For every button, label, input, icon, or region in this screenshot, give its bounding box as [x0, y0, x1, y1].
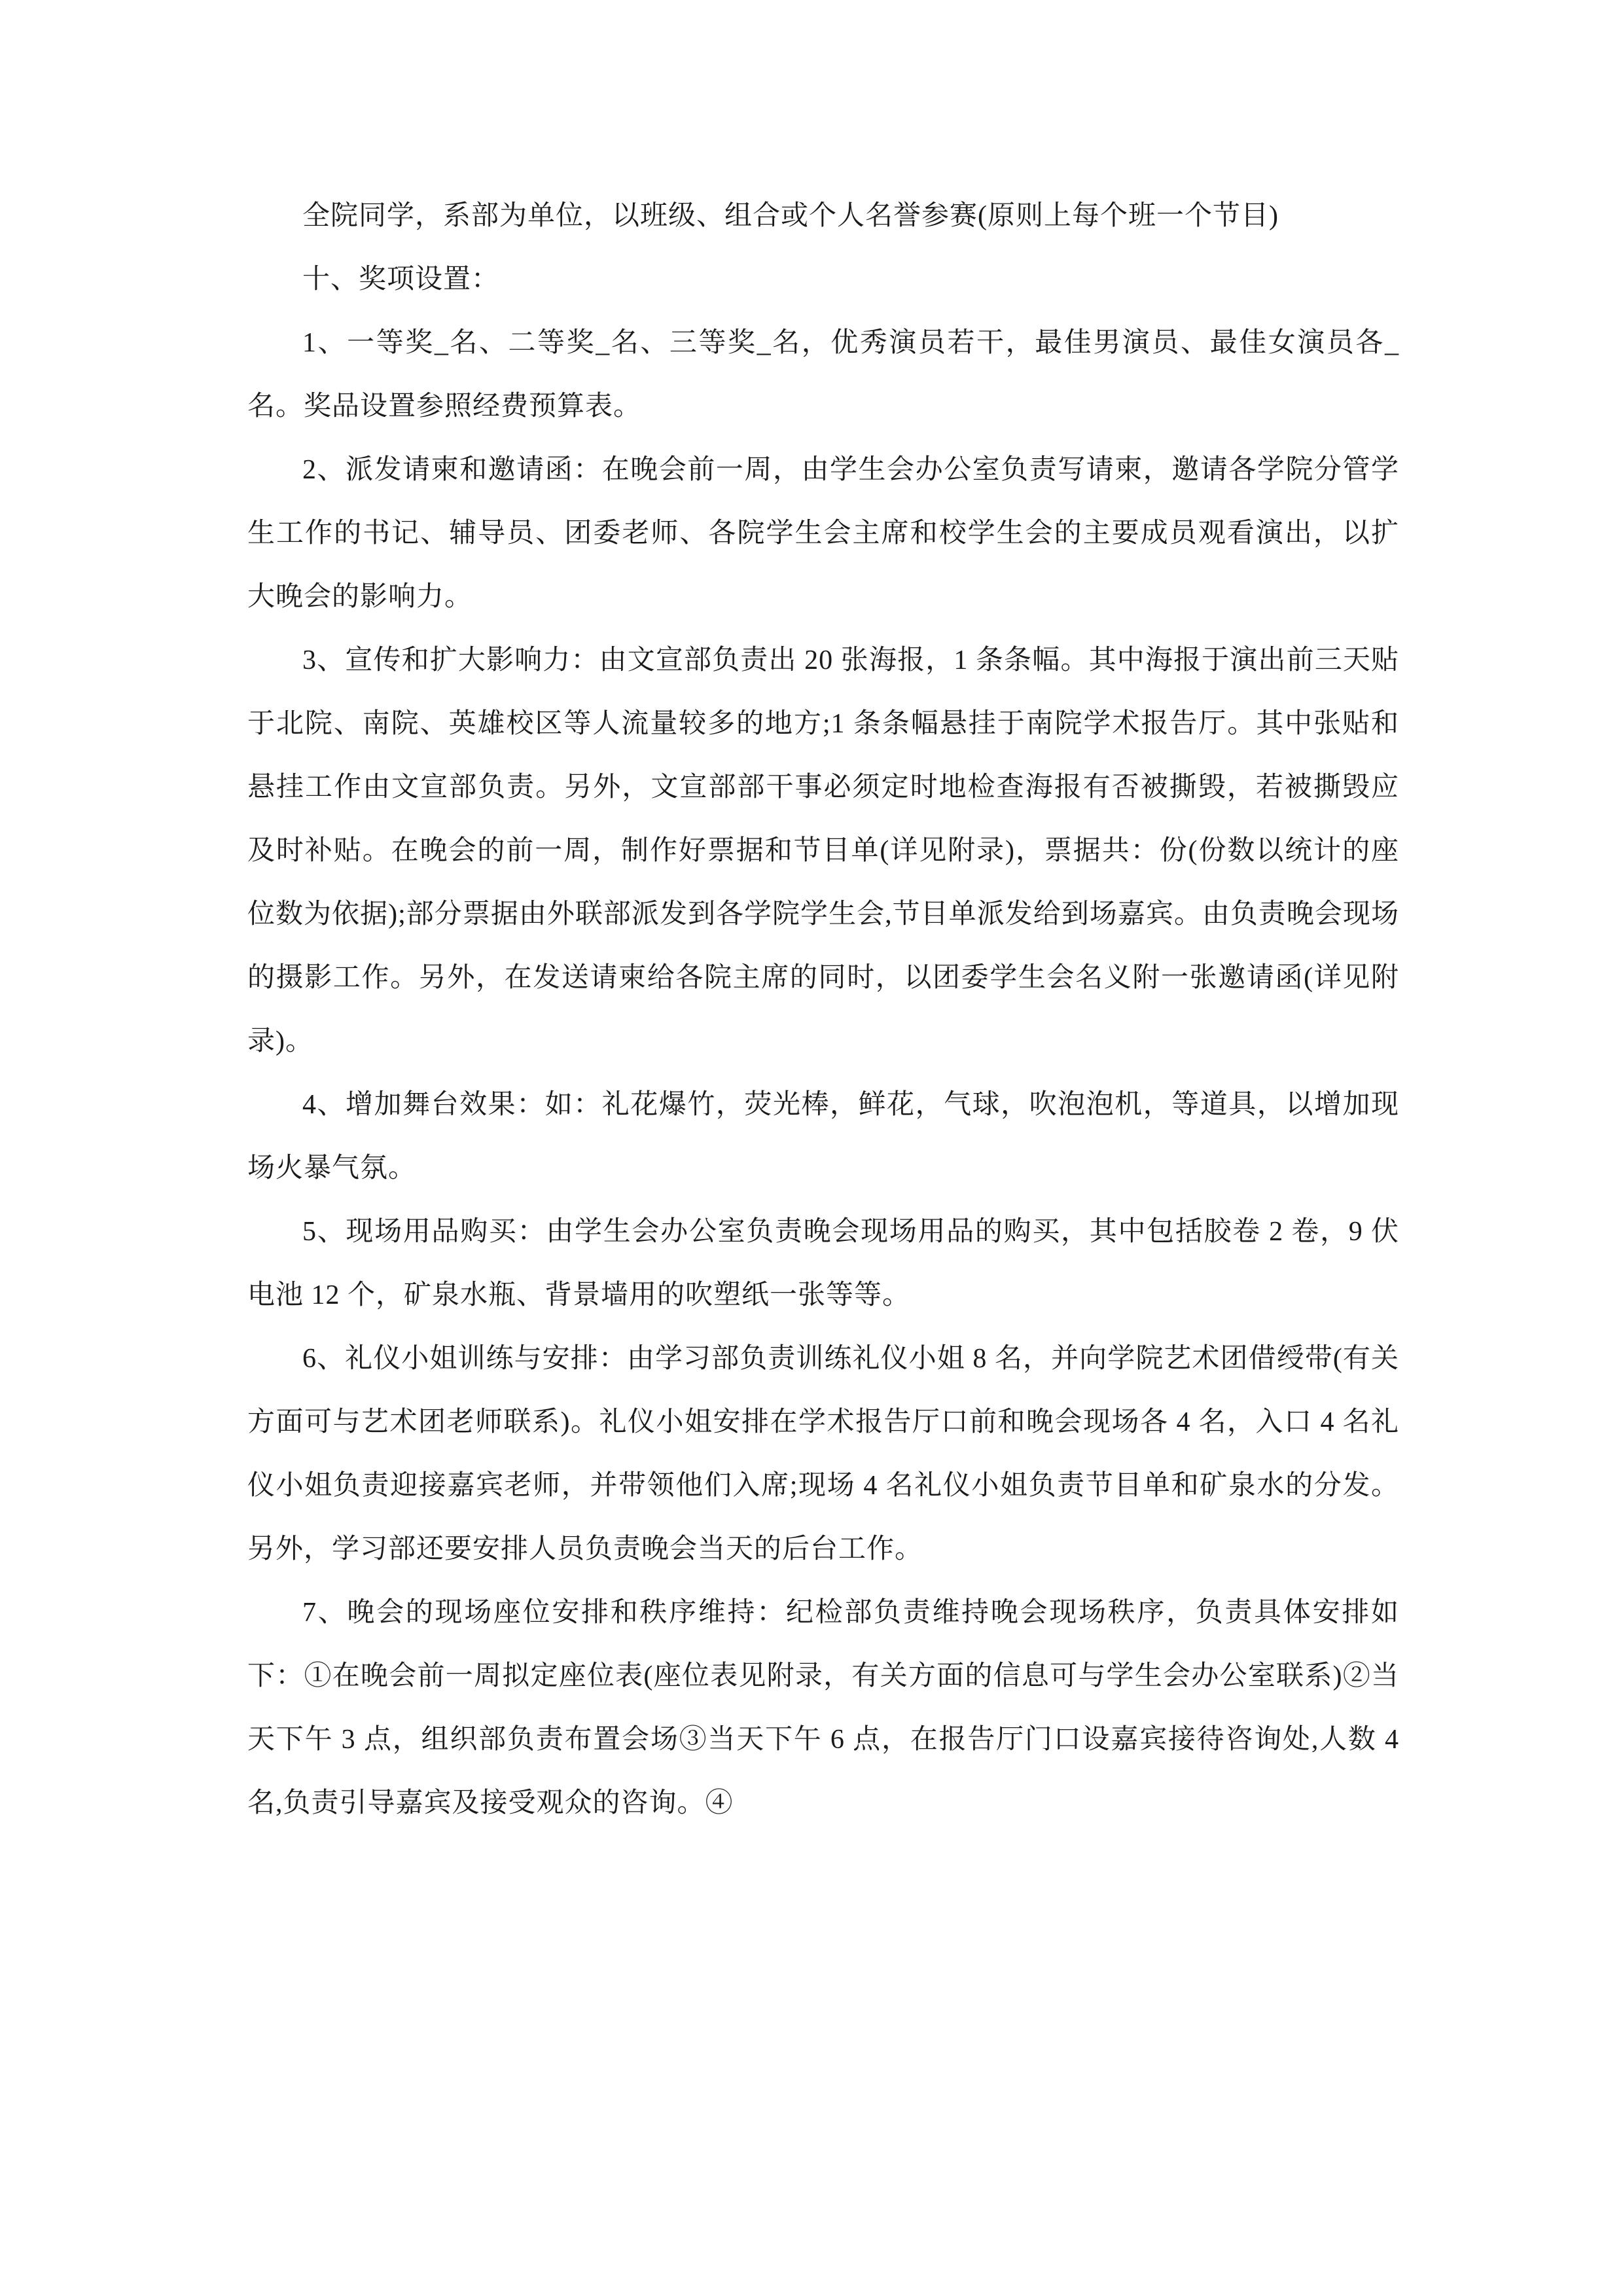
paragraph: 7、晚会的现场座位安排和秩序维持：纪检部负责维持晚会现场秩序，负责具体安排如下：①在晚会前一周拟定座位表(座位表见附录，有关方面的信息可与学生会办公室联系)②当天下午 3 点，组织部负责布置会场③当天下午 6 点，在报告厅门口设嘉宾接待咨询处,人数 4 名,负责引导嘉宾及接受观众的咨询。④ [247, 1598, 1399, 1818]
paragraph: 4、增加舞台效果：如：礼花爆竹，荧光棒，鲜花，气球，吹泡泡机，等道具，以增加现场火暴气氛。 [247, 1090, 1399, 1183]
paragraph: 3、宣传和扩大影响力：由文宣部负责出 20 张海报，1 条条幅。其中海报于演出前三天贴于北院、南院、英雄校区等人流量较多的地方;1 条条幅悬挂于南院学术报告厅。其中张贴和悬挂工作由文宣部负责。另外，文宣部部干事必须定时地检查海报有否被撕毁，若被撕毁应及时补贴。在晚会的前一周，制作好票据和节目单(详见附录)，票据共：份(份数以统计的座位数为依据);部分票据由外联部派发到各学院学生会,节目单派发给到场嘉宾。由负责晚会现场的摄影工作。另外，在发送请柬给各院主席的同时，以团委学生会名义附一张邀请函(详见附录)。 [247, 645, 1399, 1056]
paragraph: 5、现场用品购买：由学生会办公室负责晚会现场用品的购买，其中包括胶卷 2 卷，9 伏电池 12 个，矿泉水瓶、背景墙用的吹塑纸一张等等。 [247, 1217, 1399, 1310]
paragraph: 全院同学，系部为单位，以班级、组合或个人名誉参赛(原则上每个班一个节目) [302, 201, 1279, 231]
paragraph: 6、礼仪小姐训练与安排：由学习部负责训练礼仪小姐 8 名，并向学院艺术团借绶带(有关方面可与艺术团老师联系)。礼仪小姐安排在学术报告厅口前和晚会现场各 4 名，入口 4 名礼仪小姐负责迎接嘉宾老师，并带领他们入席;现场 4 名礼仪小姐负责节目单和矿泉水的分发。另外，学习部还要安排人员负责晚会当天的后台工作。 [247, 1344, 1399, 1564]
paragraph: 1、一等奖_名、二等奖_名、三等奖_名，优秀演员若干，最佳男演员、最佳女演员各_名。奖品设置参照经费预算表。 [247, 328, 1399, 422]
document-body [247, 185, 1399, 1835]
paragraph: 十、奖项设置： [302, 264, 500, 295]
paragraph: 2、派发请柬和邀请函：在晚会前一周，由学生会办公室负责写请柬，邀请各学院分管学生工作的书记、辅导员、团委老师、各院学生会主席和校学生会的主要成员观看演出，以扩大晚会的影响力。 [247, 455, 1399, 612]
